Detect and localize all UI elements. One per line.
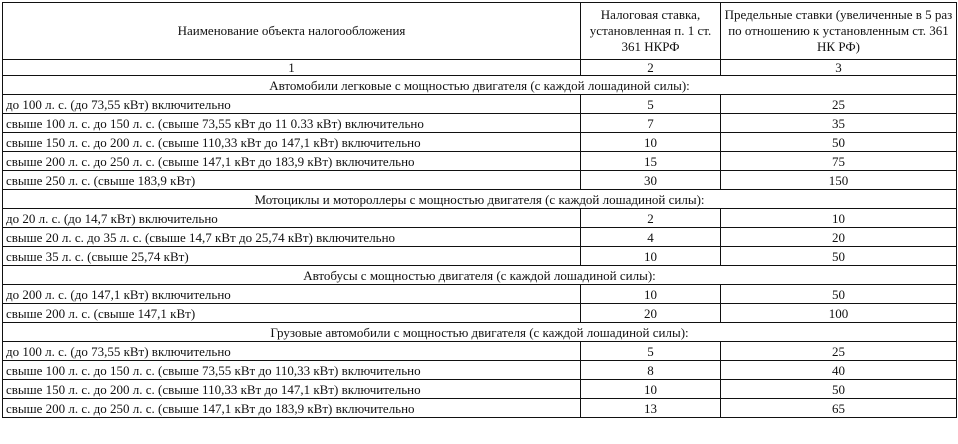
tax-rate: 5 [581,95,721,114]
tax-rate: 13 [581,399,721,418]
section-trucks [3,323,957,418]
max-rate: 25 [721,342,957,361]
table-row [3,361,957,380]
max-rate: 40 [721,361,957,380]
object-name: до 20 л. с. (до 14,7 кВт) включительно [3,209,581,228]
tax-rate: 7 [581,114,721,133]
header-tax-rate: Налоговая ставка, установленная п. 1 ст. 361 НКРФ [581,3,721,60]
max-rate: 50 [721,133,957,152]
table-row [3,228,957,247]
section-title: Автомобили легковые с мощностью двигателя (с каждой лошадиной силы): [3,76,957,95]
max-rate: 75 [721,152,957,171]
tax-rate: 10 [581,133,721,152]
table-row [3,114,957,133]
object-name: свыше 200 л. с. до 250 л. с. (свыше 147,1 кВт до 183,9 кВт) включительно [3,399,581,418]
object-name: свыше 20 л. с. до 35 л. с. (свыше 14,7 кВт до 25,74 кВт) включительно [3,228,581,247]
tax-rate: 2 [581,209,721,228]
max-rate: 50 [721,285,957,304]
column-number-3: 3 [721,60,957,76]
table-row [3,247,957,266]
object-name: свыше 200 л. с. (свыше 147,1 кВт) [3,304,581,323]
tax-rate: 4 [581,228,721,247]
object-name: свыше 100 л. с. до 150 л. с. (свыше 73,55 кВт до 11 0.33 кВт) включительно [3,114,581,133]
table-row [3,171,957,190]
section-title: Автобусы с мощностью двигателя (с каждой лошадиной силы): [3,266,957,285]
column-number-2: 2 [581,60,721,76]
max-rate: 35 [721,114,957,133]
max-rate: 10 [721,209,957,228]
tax-rate: 10 [581,380,721,399]
section-title: Грузовые автомобили с мощностью двигателя (с каждой лошадиной силы): [3,323,957,342]
table-row [3,380,957,399]
object-name: свыше 200 л. с. до 250 л. с. (свыше 147,1 кВт до 183,9 кВт) включительно [3,152,581,171]
column-number-1: 1 [3,60,581,76]
tax-rate: 5 [581,342,721,361]
object-name: до 100 л. с. (до 73,55 кВт) включительно [3,342,581,361]
table-row [3,342,957,361]
section-title: Мотоциклы и мотороллеры с мощностью двигателя (с каждой лошадиной силы): [3,190,957,209]
section-motorcycles [3,190,957,266]
table-row [3,399,957,418]
tax-rates-table [2,2,957,418]
tax-rate: 30 [581,171,721,190]
max-rate: 65 [721,399,957,418]
object-name: до 100 л. с. (до 73,55 кВт) включительно [3,95,581,114]
object-name: свыше 250 л. с. (свыше 183,9 кВт) [3,171,581,190]
max-rate: 25 [721,95,957,114]
table-row [3,152,957,171]
tax-rate: 10 [581,247,721,266]
header-object-name: Наименование объекта налогообложения [3,3,581,60]
max-rate: 150 [721,171,957,190]
max-rate: 50 [721,380,957,399]
tax-rate: 8 [581,361,721,380]
table-row [3,285,957,304]
table-row [3,304,957,323]
header-row [3,3,957,60]
object-name: свыше 35 л. с. (свыше 25,74 кВт) [3,247,581,266]
tax-rate: 10 [581,285,721,304]
section-buses [3,266,957,323]
table-row [3,95,957,114]
column-number-row [3,60,957,76]
max-rate: 20 [721,228,957,247]
header-max-rate: Предельные ставки (увеличенные в 5 раз по отношению к установленным ст. 361 НК РФ) [721,3,957,60]
table-row [3,133,957,152]
object-name: свыше 100 л. с. до 150 л. с. (свыше 73,55 кВт до 110,33 кВт) включительно [3,361,581,380]
section-cars [3,76,957,190]
max-rate: 50 [721,247,957,266]
object-name: до 200 л. с. (до 147,1 кВт) включительно [3,285,581,304]
tax-rate: 20 [581,304,721,323]
table-row [3,209,957,228]
tax-rate: 15 [581,152,721,171]
object-name: свыше 150 л. с. до 200 л. с. (свыше 110,33 кВт до 147,1 кВт) включительно [3,133,581,152]
max-rate: 100 [721,304,957,323]
object-name: свыше 150 л. с. до 200 л. с. (свыше 110,33 кВт до 147,1 кВт) включительно [3,380,581,399]
